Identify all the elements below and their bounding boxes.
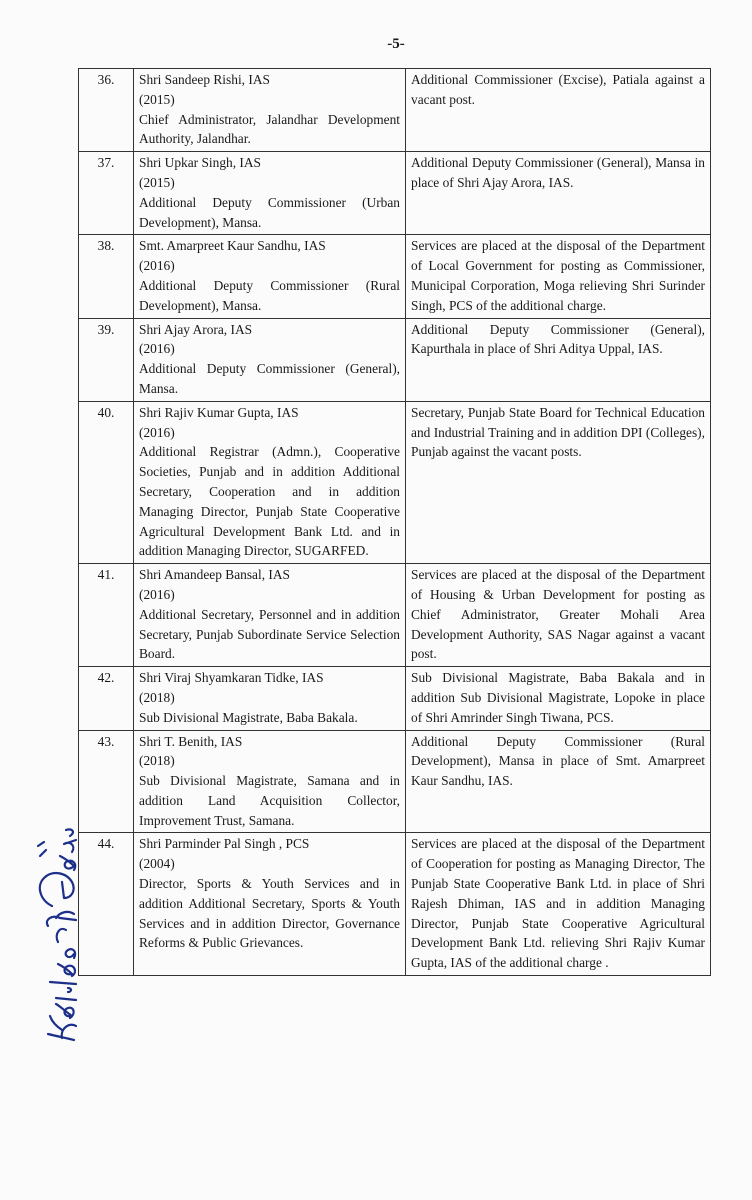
- officer-current-post: Additional Secretary, Personnel and in addition Secretary, Punjab Subordinate Service Selection Board.: [139, 606, 400, 662]
- serial-number: 36.: [79, 69, 134, 152]
- table-row: [79, 730, 711, 833]
- serial-number: 43.: [79, 730, 134, 833]
- serial-number: 40.: [79, 401, 134, 563]
- officer-cell: [134, 833, 406, 976]
- officer-name: Shri Upkar Singh, IAS: [139, 155, 262, 171]
- serial-number: 42.: [79, 667, 134, 730]
- officer-cell: [134, 152, 406, 235]
- officer-cell: [134, 318, 406, 401]
- handwritten-signature: [26, 826, 86, 1046]
- officer-name: Shri Amandeep Bansal, IAS: [139, 567, 290, 583]
- officer-batch: (2016): [139, 424, 175, 440]
- officer-name: Shri Parminder Pal Singh , PCS: [139, 836, 310, 852]
- officer-name: Smt. Amarpreet Kaur Sandhu, IAS: [139, 238, 326, 254]
- serial-number: 39.: [79, 318, 134, 401]
- officer-name: Shri T. Benith, IAS: [139, 733, 243, 749]
- officer-batch: (2016): [139, 258, 175, 274]
- officer-batch: (2016): [139, 341, 175, 357]
- officer-batch: (2004): [139, 856, 175, 872]
- serial-number: 37.: [79, 152, 134, 235]
- new-posting: Secretary, Punjab State Board for Technical Education and Industrial Training and in addition DPI (Colleges), Punjab against the vacant posts.: [406, 401, 711, 563]
- table-row: [79, 564, 711, 667]
- officer-current-post: Director, Sports & Youth Services and in addition Additional Secretary, Sports & Youth Services and in addition Director, Governance Reforms & Public Grievances.: [139, 876, 400, 951]
- officer-current-post: Additional Registrar (Admn.), Cooperative Societies, Punjab and in addition Additional Secretary, Cooperation and in addition Managing Director, Punjab State Cooperative Agricultural Development Bank Ltd. and in addition Managing Director, SUGARFED.: [139, 444, 400, 559]
- page-number: -5-: [387, 36, 405, 52]
- officer-name: Shri Ajay Arora, IAS: [139, 321, 253, 337]
- officer-cell: [134, 401, 406, 563]
- officer-current-post: Additional Deputy Commissioner (General), Mansa.: [139, 361, 400, 396]
- officer-name: Shri Viraj Shyamkaran Tidke, IAS: [139, 670, 324, 686]
- officer-name: Shri Sandeep Rishi, IAS: [139, 72, 270, 87]
- table-row: [79, 69, 711, 152]
- serial-number: 41.: [79, 564, 134, 667]
- officer-current-post: Sub Divisional Magistrate, Baba Bakala.: [139, 709, 358, 725]
- officer-cell: [134, 730, 406, 833]
- table-row: [79, 667, 711, 730]
- new-posting: Additional Commissioner (Excise), Patiala against a vacant post.: [406, 69, 711, 152]
- officer-name: Shri Rajiv Kumar Gupta, IAS: [139, 404, 299, 420]
- officer-batch: (2016): [139, 586, 175, 602]
- officer-cell: [134, 69, 406, 152]
- table-row: [79, 235, 711, 318]
- officer-batch: (2018): [139, 689, 175, 705]
- new-posting: Sub Divisional Magistrate, Baba Bakala and in addition Sub Divisional Magistrate, Lopoke in place of Shri Amrinder Singh Tiwana, PCS.: [406, 667, 711, 730]
- new-posting: Additional Deputy Commissioner (General), Mansa in place of Shri Ajay Arora, IAS.: [406, 152, 711, 235]
- officer-cell: [134, 667, 406, 730]
- officer-current-post: Additional Deputy Commissioner (Urban Development), Mansa.: [139, 194, 400, 230]
- new-posting: Services are placed at the disposal of the Department of Local Government for posting as Commissioner, Municipal Corporation, Moga relieving Shri Surinder Singh, PCS of the additional charge.: [406, 235, 711, 318]
- new-posting: Services are placed at the disposal of the Department of Cooperation for posting as Managing Director, The Punjab State Cooperative Bank Ltd. in place of Shri Rajesh Dhiman, IAS and in addition Managing Director, Punjab State Cooperative Agricultural Development Bank Ltd. relieving Shri Rajiv Kumar Gupta, IAS of the additional charge .: [406, 833, 711, 976]
- officer-cell: [134, 564, 406, 667]
- officer-batch: (2018): [139, 753, 175, 769]
- new-posting: Services are placed at the disposal of the Department of Housing & Urban Development for posting as Chief Administrator, Greater Mohali Area Development Authority, SAS Nagar against a vacant post.: [406, 564, 711, 667]
- officer-cell: [134, 235, 406, 318]
- table-row: [79, 152, 711, 235]
- officer-current-post: Chief Administrator, Jalandhar Development Authority, Jalandhar.: [139, 111, 400, 147]
- officer-batch: (2015): [139, 174, 175, 190]
- new-posting: Additional Deputy Commissioner (General), Kapurthala in place of Shri Aditya Uppal, IAS.: [406, 318, 711, 401]
- table-row: [79, 833, 711, 976]
- officer-current-post: Additional Deputy Commissioner (Rural Development), Mansa.: [139, 277, 400, 313]
- serial-number: 38.: [79, 235, 134, 318]
- table-row: [79, 401, 711, 563]
- transfer-orders-table: [78, 68, 711, 976]
- table-row: [79, 318, 711, 401]
- new-posting: Additional Deputy Commissioner (Rural Development), Mansa in place of Smt. Amarpreet Kaur Sandhu, IAS.: [406, 730, 711, 833]
- officer-current-post: Sub Divisional Magistrate, Samana and in addition Land Acquisition Collector, Improvement Trust, Samana.: [139, 773, 400, 828]
- serial-number: 44.: [79, 833, 134, 976]
- officer-batch: (2015): [139, 91, 175, 107]
